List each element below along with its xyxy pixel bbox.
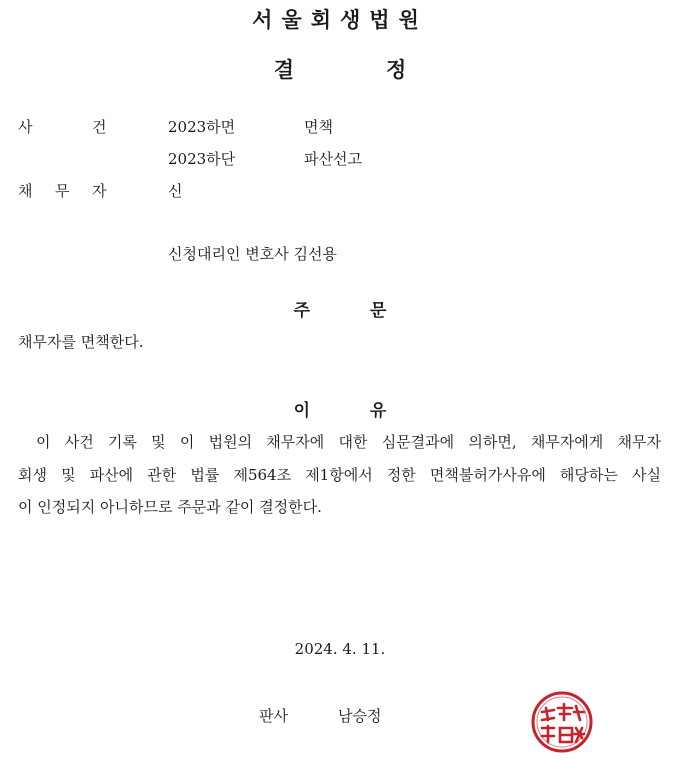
reason-line-1: 이 사건 기록 및 이 법원의 채무자에 대한 심문결과에 의하면, 채무자에게 채무자 <box>36 433 661 451</box>
attorney-line: 신청대리인 변호사 김선용 <box>168 245 337 263</box>
reason-line-3: 이 인정되지 아니하므로 주문과 같이 결정한다. <box>18 498 322 516</box>
case-label-char: 사 <box>18 118 33 136</box>
case-number-2: 2023하단 <box>168 150 236 168</box>
order-title-right: 문 <box>370 301 387 321</box>
reason-title-right: 유 <box>370 401 387 421</box>
decision-date: 2024. 4. 11. <box>294 640 386 658</box>
court-name: 서울회생법원 <box>252 8 428 32</box>
document-title-left: 결 <box>273 58 294 82</box>
reason-body <box>18 426 661 524</box>
case-label-second <box>92 116 107 137</box>
order-title <box>0 296 680 321</box>
reason-line-2: 회생 및 파산에 관한 법률 제564조 제1항에서 정한 면책불허가사유에 해당하는 사실 <box>18 465 661 484</box>
judge-name: 남승정 <box>338 707 382 725</box>
judge-title: 판사 <box>259 707 288 725</box>
case-type-2: 파산선고 <box>304 150 362 168</box>
reason-title-left: 이 <box>293 401 310 421</box>
case-label <box>18 116 33 137</box>
debtor-label-1: 채 <box>18 182 33 200</box>
debtor-label-3: 자 <box>92 182 107 200</box>
document-title <box>0 54 680 84</box>
case-number-1: 2023하면 <box>168 118 236 136</box>
case-label-char: 건 <box>92 118 107 136</box>
document-title-right: 정 <box>386 58 407 82</box>
case-type-1: 면책 <box>304 118 333 136</box>
order-text: 채무자를 면책한다. <box>18 333 144 351</box>
debtor-label-2: 무 <box>55 182 70 200</box>
order-title-left: 주 <box>293 301 310 321</box>
court-seal-icon <box>530 690 594 754</box>
debtor-name: 신 <box>168 182 183 200</box>
reason-title <box>0 396 680 421</box>
